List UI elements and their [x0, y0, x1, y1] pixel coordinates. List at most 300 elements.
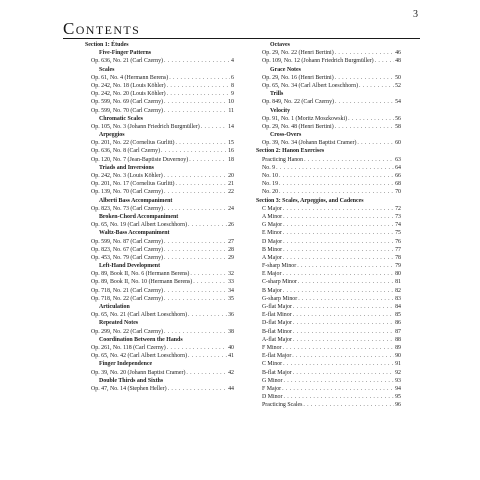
dot-leader	[293, 369, 395, 377]
toc-entry	[85, 98, 234, 106]
toc-right-column	[256, 41, 401, 409]
toc-entry-title: Op. 91, No. 1 (Moritz Moszkowski)	[262, 115, 348, 122]
toc-entry	[256, 369, 401, 377]
toc-entry	[256, 336, 401, 344]
dot-leader	[161, 147, 227, 155]
toc-entry	[256, 139, 401, 147]
dot-leader	[292, 352, 394, 360]
dot-leader	[293, 328, 394, 336]
toc-entry-page: 18	[228, 156, 234, 163]
subheading-title: Triads and Inversions	[99, 164, 154, 171]
dot-leader	[298, 295, 394, 303]
toc-entry	[256, 115, 401, 123]
dot-leader	[335, 49, 394, 57]
toc-subheading	[85, 115, 234, 123]
toc-entry-title: Op. 201, No. 17 (Cornelius Gurlitt)	[91, 181, 175, 188]
toc-entry-page: 66	[395, 173, 401, 179]
toc-entry-title: Op. 39, No. 20 (Johann Baptist Cramer)	[91, 369, 186, 376]
dot-leader	[189, 156, 227, 164]
toc-entry-page: 35	[228, 295, 234, 302]
dot-leader	[283, 287, 394, 295]
toc-entry	[256, 172, 401, 180]
section-title: Section 3: Scales, Arpeggios, and Cadences	[256, 197, 364, 204]
toc-entry-title: Op. 29, No. 16 (Henri Bertini)	[262, 74, 334, 81]
dot-leader	[164, 172, 227, 180]
toc-entry-page: 32	[228, 271, 234, 278]
toc-entry-page: 34	[228, 287, 234, 294]
toc-entry	[85, 295, 234, 303]
dot-leader	[283, 238, 394, 246]
toc-entry	[256, 180, 401, 188]
toc-entry-title: No. 10	[262, 173, 279, 179]
toc-entry-page: 79	[395, 263, 401, 270]
dot-leader	[283, 246, 394, 254]
toc-entry	[256, 156, 401, 164]
toc-entry-page: 4	[231, 58, 234, 65]
toc-entry-title: G-flat Major	[262, 304, 292, 310]
toc-entry-page: 85	[395, 312, 401, 319]
dot-leader	[357, 139, 394, 147]
toc-entry	[256, 270, 401, 278]
toc-entry	[256, 238, 401, 246]
toc-entry	[85, 385, 234, 393]
toc-entry-title: A-flat Major	[262, 336, 292, 343]
toc-entry-page: 44	[228, 385, 234, 392]
subheading-title: Double Thirds and Sixths	[99, 377, 164, 384]
toc-subheading	[256, 41, 401, 49]
toc-entry	[256, 123, 401, 131]
dot-leader	[283, 221, 394, 229]
toc-entry-title: B-flat Minor	[262, 328, 292, 335]
dot-leader	[164, 98, 227, 106]
dot-leader	[276, 164, 394, 172]
subheading-title: Scales	[99, 66, 115, 73]
toc-entry	[256, 98, 401, 106]
toc-entry-page: 94	[395, 385, 401, 392]
toc-entry-page: 82	[395, 287, 401, 294]
toc-entry-page: 16	[228, 148, 234, 155]
toc-entry-title: Op. 261, No. 118 (Carl Czerny)	[91, 344, 166, 351]
toc-entry-title: Op. 299, No. 22 (Carl Czerny)	[91, 328, 163, 335]
toc-entry-page: 56	[395, 115, 401, 122]
dot-leader	[348, 115, 394, 123]
toc-entry-page: 52	[395, 82, 401, 89]
toc-entry-page: 26	[228, 222, 234, 229]
dot-leader	[283, 377, 394, 385]
subheading-title: Grace Notes	[270, 66, 301, 73]
dot-leader	[375, 57, 394, 65]
toc-entry	[85, 74, 234, 82]
toc-entry-page: 29	[228, 254, 234, 261]
toc-entry	[85, 123, 234, 131]
toc-entry-page: 33	[228, 279, 234, 286]
toc-entry-page: 8	[231, 82, 234, 89]
dot-leader	[175, 180, 227, 188]
toc-entry-title: G Major	[262, 222, 283, 229]
toc-subheading	[85, 66, 234, 74]
dot-leader	[164, 254, 227, 262]
toc-entry-title: E-flat Minor	[262, 312, 292, 319]
toc-entry	[85, 188, 234, 196]
toc-entry-page: 74	[395, 222, 401, 229]
toc-subheading	[85, 377, 234, 385]
toc-entry-page: 28	[228, 246, 234, 253]
dot-leader	[283, 360, 394, 368]
toc-entry-title: Op. 718, No. 22 (Carl Czerny)	[91, 295, 163, 302]
dot-leader	[188, 221, 227, 229]
toc-subheading	[85, 131, 234, 139]
dot-leader	[279, 180, 394, 188]
dot-leader	[164, 295, 227, 303]
dot-leader	[359, 82, 394, 90]
toc-entry	[256, 49, 401, 57]
toc-entry-page: 50	[395, 74, 401, 81]
toc-entry-title: Op. 201, No. 22 (Cornelius Gurlitt)	[91, 140, 175, 147]
toc-entry-title: G-sharp Minor	[262, 295, 298, 302]
toc-entry	[85, 344, 234, 352]
toc-entry-title: Op. 89, Book II, No. 10 (Hermann Berens)	[91, 279, 193, 286]
dot-leader	[335, 98, 394, 106]
toc-entry	[256, 254, 401, 262]
toc-entry-title: F Minor	[262, 344, 282, 351]
toc-entry-title: D-flat Major	[262, 320, 292, 327]
toc-entry-title: F Major	[262, 385, 282, 392]
dot-leader	[304, 156, 394, 164]
toc-entry	[256, 377, 401, 385]
toc-entry-title: C Major	[262, 205, 282, 212]
toc-entry	[85, 139, 234, 147]
toc-subheading	[256, 131, 401, 139]
dot-leader	[169, 74, 230, 82]
toc-entry-page: 83	[395, 295, 401, 302]
toc-entry	[85, 147, 234, 155]
toc-entry	[256, 262, 401, 270]
toc-entry-page: 87	[395, 328, 401, 335]
dot-leader	[186, 369, 227, 377]
dot-leader	[164, 328, 227, 336]
subheading-title: Trills	[270, 91, 284, 98]
toc-entry-title: Op. 453, No. 79 (Carl Czerny)	[91, 254, 163, 261]
dot-leader	[283, 393, 394, 401]
toc-section-heading	[256, 147, 401, 155]
toc-entry-title: Op. 636, No. 21 (Carl Czerny)	[91, 58, 163, 65]
toc-subheading	[85, 197, 234, 205]
dot-leader	[279, 172, 394, 180]
toc-entry	[85, 270, 234, 278]
toc-entry	[85, 57, 234, 65]
toc-subheading	[85, 303, 234, 311]
toc-entry	[85, 238, 234, 246]
dot-leader	[283, 205, 394, 213]
toc-left-column	[85, 41, 234, 393]
toc-entry-title: Op. 61, No. 4 (Hermann Berens)	[91, 74, 169, 81]
toc-entry-page: 24	[228, 205, 234, 212]
toc-entry-page: 9	[231, 91, 234, 98]
dot-leader	[282, 385, 394, 393]
dot-leader	[201, 123, 227, 131]
dot-leader	[164, 107, 227, 115]
toc-entry	[85, 180, 234, 188]
toc-entry-page: 40	[228, 344, 234, 351]
toc-entry	[85, 311, 234, 319]
section-title: Section 1: Études	[85, 42, 129, 48]
dot-leader	[188, 352, 227, 360]
toc-entry-title: Op. 105, No. 3 (Johann Friedrich Burgmüller)	[91, 123, 200, 130]
toc-subheading	[256, 107, 401, 115]
toc-entry	[256, 229, 401, 237]
toc-entry-page: 73	[395, 213, 401, 220]
toc-entry-title: Op. 599, No. 87 (Carl Czerny)	[91, 238, 163, 245]
toc-entry-title: Op. 29, No. 22 (Henri Bertini)	[262, 50, 334, 57]
toc-entry-title: C Minor	[262, 361, 283, 368]
toc-entry-page: 54	[395, 99, 401, 106]
toc-entry-title: E Minor	[262, 230, 282, 237]
toc-entry	[85, 221, 234, 229]
subheading-title: Repeated Notes	[99, 320, 139, 327]
toc-entry-title: Op. 823, No. 73 (Carl Czerny)	[91, 205, 163, 212]
toc-entry-title: Op. 139, No. 70 (Carl Czerny)	[91, 189, 163, 196]
toc-entry-page: 84	[395, 304, 401, 310]
toc-entry-page: 91	[395, 361, 401, 368]
toc-entry-page: 70	[395, 189, 401, 196]
toc-entry-page: 36	[228, 312, 234, 319]
toc-entry-title: No. 19	[262, 181, 279, 188]
toc-entry-title: C-sharp Minor	[262, 279, 297, 286]
toc-subheading	[85, 360, 234, 368]
toc-entry-title: A Minor	[262, 213, 283, 220]
toc-entry	[85, 205, 234, 213]
toc-entry	[256, 344, 401, 352]
subheading-title: Left-Hand Development	[99, 263, 161, 270]
dot-leader	[283, 213, 394, 221]
dot-leader	[193, 278, 227, 286]
toc-entry	[256, 385, 401, 393]
toc-entry	[256, 319, 401, 327]
toc-entry	[85, 369, 234, 377]
toc-entry-page: 77	[395, 246, 401, 253]
toc-entry	[85, 156, 234, 164]
toc-entry	[85, 246, 234, 254]
dot-leader	[164, 238, 227, 246]
subheading-title: Octaves	[270, 42, 290, 48]
toc-subheading	[85, 49, 234, 57]
dot-leader	[164, 287, 227, 295]
dot-leader	[167, 82, 230, 90]
dot-leader	[282, 344, 394, 352]
toc-entry-page: 89	[395, 344, 401, 351]
subheading-title: Five-Finger Patterns	[99, 50, 152, 57]
toc-entry-page: 21	[228, 181, 234, 188]
dot-leader	[167, 90, 230, 98]
toc-entry-page: 88	[395, 336, 401, 343]
toc-entry	[256, 246, 401, 254]
toc-entry-page: 11	[228, 107, 234, 114]
toc-entry-page: 93	[395, 377, 401, 384]
toc-entry-title: No. 9	[262, 164, 276, 171]
toc-entry-page: 22	[228, 189, 234, 196]
toc-entry	[256, 205, 401, 213]
toc-entry-title: Op. 599, No. 70 (Carl Czerny)	[91, 107, 163, 114]
toc-entry-page: 80	[395, 271, 401, 278]
toc-subheading	[85, 164, 234, 172]
page-number: 3	[413, 9, 418, 20]
toc-entry	[85, 90, 234, 98]
toc-entry	[256, 393, 401, 401]
dot-leader	[175, 139, 227, 147]
toc-entry-page: 38	[228, 328, 234, 335]
toc-entry-title: Op. 242, No. 3 (Louis Köhler)	[91, 173, 163, 179]
toc-entry	[256, 82, 401, 90]
toc-entry-title: A Major	[262, 254, 282, 261]
toc-subheading	[256, 90, 401, 98]
dot-leader	[164, 57, 230, 65]
toc-entry-page: 42	[228, 369, 234, 376]
toc-entry-title: Op. 65, No. 34 (Carl Albert Loeschhorn)	[262, 82, 359, 89]
toc-entry-title: B Major	[262, 287, 282, 294]
toc-entry	[85, 278, 234, 286]
subheading-title: Waltz-Bass Accompaniment	[99, 230, 170, 237]
toc-entry-page: 60	[395, 140, 401, 147]
toc-entry	[256, 287, 401, 295]
toc-entry	[256, 221, 401, 229]
toc-entry-page: 48	[395, 58, 401, 65]
toc-entry-title: Op. 718, No. 21 (Carl Czerny)	[91, 287, 163, 294]
subheading-title: Alberti Bass Accompaniment	[99, 197, 173, 204]
toc-entry-title: Practicing Scales	[262, 402, 303, 409]
toc-entry-page: 72	[395, 205, 401, 212]
toc-entry-title: Op. 47, No. 14 (Stephen Heller)	[91, 385, 167, 392]
toc-entry-title: Op. 65, No. 21 (Carl Albert Loeschhorn)	[91, 312, 188, 319]
dot-leader	[293, 336, 394, 344]
toc-entry-title: Op. 242, No. 20 (Louis Köhler)	[91, 91, 166, 98]
toc-entry	[256, 328, 401, 336]
dot-leader	[303, 401, 394, 409]
dot-leader	[293, 319, 394, 327]
toc-entry-title: Op. 65, No. 42 (Carl Albert Loeschhorn)	[91, 353, 188, 360]
dot-leader	[283, 229, 394, 237]
toc-subheading	[85, 319, 234, 327]
dot-leader	[168, 385, 228, 393]
dot-leader	[293, 311, 395, 319]
section-title: Section 2: Hanon Exercises	[256, 148, 325, 155]
toc-entry	[85, 287, 234, 295]
toc-entry	[256, 360, 401, 368]
toc-entry	[256, 278, 401, 286]
toc-entry-title: Op. 636, No. 8 (Carl Czerny)	[91, 148, 161, 155]
toc-section-heading	[256, 197, 401, 205]
subheading-title: Cross-Overs	[270, 132, 302, 139]
dot-leader	[279, 188, 394, 196]
dot-leader	[164, 188, 227, 196]
dot-leader	[298, 278, 394, 286]
toc-entry-page: 6	[231, 74, 234, 81]
toc-entry	[256, 401, 401, 409]
toc-entry-title: Op. 120, No. 7 (Jean-Baptiste Duvernoy)	[91, 156, 189, 163]
toc-entry-page: 75	[395, 230, 401, 237]
toc-entry-page: 81	[395, 279, 401, 286]
toc-entry-page: 90	[395, 353, 401, 360]
dot-leader	[335, 74, 394, 82]
toc-entry-page: 58	[395, 123, 401, 130]
dot-leader	[293, 303, 394, 311]
dot-leader	[164, 246, 227, 254]
toc-subheading	[256, 66, 401, 74]
title-rule	[63, 38, 420, 39]
toc-entry-title: B-flat Major	[262, 369, 292, 376]
subheading-title: Velocity	[270, 107, 291, 114]
toc-entry-title: D Major	[262, 238, 283, 245]
toc-entry-title: Op. 109, No. 12 (Johann Friedrich Burgmüller)	[262, 58, 374, 65]
toc-entry-page: 14	[228, 123, 234, 130]
toc-entry	[256, 57, 401, 65]
toc-entry-title: F-sharp Minor	[262, 263, 297, 270]
dot-leader	[190, 270, 227, 278]
toc-entry	[256, 188, 401, 196]
toc-subheading	[85, 213, 234, 221]
toc-entry-title: Op. 65, No. 19 (Carl Albert Loeschhorn)	[91, 222, 188, 229]
toc-entry-page: 41	[228, 353, 234, 360]
toc-entry-page: 10	[228, 99, 234, 106]
dot-leader	[283, 254, 394, 262]
toc-entry-page: 64	[395, 164, 401, 171]
dot-leader	[188, 311, 227, 319]
toc-entry-page: 15	[228, 140, 234, 147]
subheading-title: Arpeggios	[99, 132, 125, 139]
toc-subheading	[85, 262, 234, 270]
toc-section-heading	[85, 41, 234, 49]
toc-entry	[256, 311, 401, 319]
toc-entry-title: D Minor	[262, 394, 283, 401]
toc-entry-page: 46	[395, 50, 401, 57]
toc-entry-page: 76	[395, 238, 401, 245]
toc-entry-page: 86	[395, 320, 401, 327]
toc-subheading	[85, 336, 234, 344]
toc-entry-page: 92	[395, 369, 401, 376]
toc-entry-title: Op. 29, No. 48 (Henri Bertini)	[262, 123, 334, 130]
toc-entry-title: No. 20	[262, 189, 279, 196]
dot-leader	[297, 262, 394, 270]
subheading-title: Finger Independence	[99, 361, 153, 368]
toc-entry	[85, 328, 234, 336]
dot-leader	[164, 205, 227, 213]
toc-entry-title: Op. 823, No. 67 (Carl Czerny)	[91, 246, 163, 253]
toc-entry-page: 68	[395, 181, 401, 188]
toc-entry	[256, 352, 401, 360]
toc-entry-title: Practicing Hanon	[262, 156, 304, 163]
toc-entry-title: G Minor	[262, 377, 283, 384]
toc-entry-title: Op. 39, No. 34 (Johann Baptist Cramer)	[262, 140, 357, 147]
toc-entry	[85, 254, 234, 262]
toc-entry	[85, 82, 234, 90]
toc-entry-title: Op. 599, No. 69 (Carl Czerny)	[91, 99, 163, 106]
toc-entry-page: 96	[395, 402, 401, 409]
toc-entry-title: E Major	[262, 271, 282, 278]
toc-entry	[256, 213, 401, 221]
toc-entry-title: B Minor	[262, 246, 283, 253]
toc-entry-page: 63	[395, 156, 401, 163]
toc-entry-title: Op. 849, No. 22 (Carl Czerny)	[262, 99, 334, 106]
toc-entry-page: 95	[395, 394, 401, 401]
toc-entry	[256, 74, 401, 82]
subheading-title: Broken-Chord Accompaniment	[99, 213, 179, 220]
toc-entry-page: 78	[395, 254, 401, 261]
toc-entry	[256, 164, 401, 172]
toc-entry	[85, 107, 234, 115]
toc-entry	[85, 172, 234, 180]
page-title: Contents	[63, 19, 141, 38]
toc-entry	[85, 352, 234, 360]
toc-entry-title: Op. 89, Book II, No. 6 (Hermann Berens)	[91, 271, 190, 278]
